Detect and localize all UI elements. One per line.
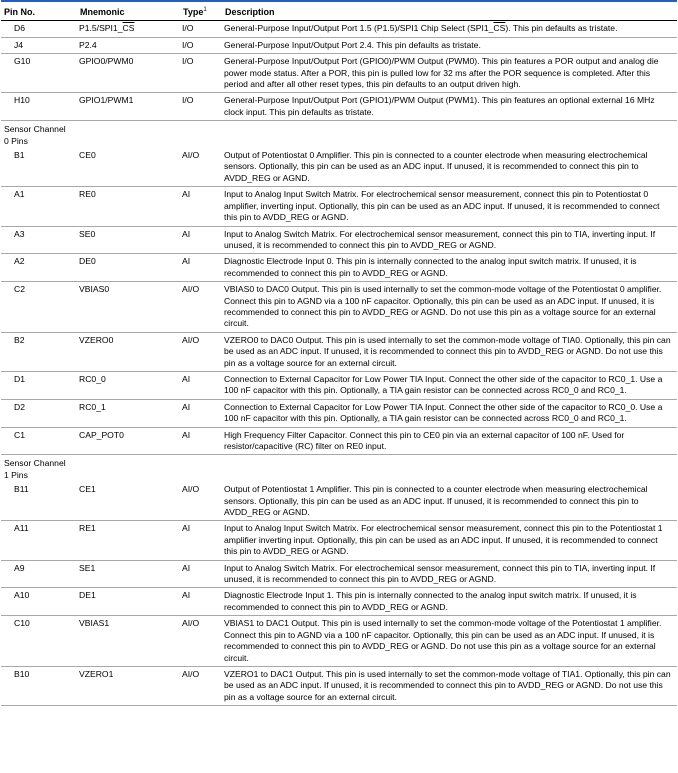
pin-number: D1 — [1, 371, 77, 399]
table-row — [1, 666, 677, 705]
table-row — [1, 588, 677, 616]
mnemonic: DE0 — [77, 254, 180, 282]
pin-type: AI — [180, 399, 222, 427]
description-suffix: ). This pin defaults as tristate. — [505, 23, 618, 34]
pin-function-table-page — [1, 0, 677, 706]
table-row — [1, 93, 677, 121]
mnemonic: CE0 — [77, 148, 180, 187]
pin-number: A2 — [1, 254, 77, 282]
pin-type: AI — [180, 187, 222, 226]
pin-number: C2 — [1, 282, 77, 333]
header-type — [180, 1, 222, 21]
mnemonic: VZERO1 — [77, 666, 180, 705]
pin-type: AI/O — [180, 282, 222, 333]
pin-type: I/O — [180, 93, 222, 121]
mnemonic: SE1 — [77, 560, 180, 588]
table-row — [1, 54, 677, 93]
table-row — [1, 254, 677, 282]
header-mnemonic: Mnemonic — [77, 1, 180, 21]
pin-description: Connection to External Capacitor for Low Power TIA Input. Connect the other side of the capacitor to RC0_1. Use a 100 nF capacitor with this pin. Optionally, a TIA gain resistor can be connected across RC0_0 and RC0_1. — [222, 371, 677, 399]
header-pin-no: Pin No. — [1, 1, 77, 21]
table-row — [1, 399, 677, 427]
table-row — [1, 282, 677, 333]
pin-number: A10 — [1, 588, 77, 616]
pin-number: B1 — [1, 148, 77, 187]
pin-type: AI — [180, 226, 222, 254]
pin-description: VBIAS1 to DAC1 Output. This pin is used internally to set the common-mode voltage of the Potentiostat 1 amplifier. Connect this pin to AGND via a 100 nF capacitor. Optionally, this pin can be used as an ADC input. If unused, it is recommended to connect this pin to AVDD_REG or AGND. Do not use this pin as a voltage source for an external circuit. — [222, 616, 677, 667]
pin-type: AI/O — [180, 148, 222, 187]
pin-number: C1 — [1, 427, 77, 455]
table-row — [1, 482, 677, 521]
section-title-text: Sensor Channel 0 Pins — [4, 124, 66, 146]
pin-description: Input to Analog Input Switch Matrix. For electrochemical sensor measurement, connect this pin to the Potentiostat 1 amplifier inverting input. Optionally, this pin can be used as an ADC input. If unused, it is recommended to connect this pin to AVDD_REG or AGND. — [222, 521, 677, 560]
mnemonic — [77, 21, 180, 37]
description-overline: $\overline{CS}$ — [493, 23, 506, 34]
pin-number: B10 — [1, 666, 77, 705]
mnemonic: CE1 — [77, 482, 180, 521]
pin-description: General-Purpose Input/Output Port (GPIO0)/PWM Output (PWM0). This pin features a POR output and analog die power mode status. After a POR, this pin is pulled low for 32 ms after the POR sequence is completed. After this period and after all other reset types, this pin defaults to an output driven high. — [222, 54, 677, 93]
table-row — [1, 332, 677, 371]
header-description: Description — [222, 1, 677, 21]
description-prefix: General-Purpose Input/Output Port 1.5 (P1.5)/SPI1 Chip Select (SPI1_ — [224, 23, 494, 34]
pin-description: Input to Analog Switch Matrix. For electrochemical sensor measurement, connect this pin to TIA, inverting input. If unused, it is recommended to connect this pin to AVDD_REG or AGND. — [222, 560, 677, 588]
pin-number: J4 — [1, 37, 77, 53]
mnemonic: CAP_POT0 — [77, 427, 180, 455]
table-row — [1, 371, 677, 399]
header-type-footnote: 1 — [203, 7, 207, 13]
table-row — [1, 148, 677, 187]
table-row — [1, 21, 677, 37]
pin-description: Diagnostic Electrode Input 0. This pin is internally connected to the analog input switch matrix. If unused, it is recommended to connect this pin to AVDD_REG or AGND. — [222, 254, 677, 282]
pin-description: Input to Analog Switch Matrix. For electrochemical sensor measurement, connect this pin to TIA, inverting input. If unused, it is recommended to connect this pin to AVDD_REG or AGND. — [222, 226, 677, 254]
pin-type: AI — [180, 521, 222, 560]
mnemonic: SE0 — [77, 226, 180, 254]
pin-type: I/O — [180, 37, 222, 53]
pin-type: AI — [180, 254, 222, 282]
pin-number: H10 — [1, 93, 77, 121]
pin-description: VBIAS0 to DAC0 Output. This pin is used internally to set the common-mode voltage of the Potentiostat 0 amplifier. Connect this pin to AGND via a 100 nF capacitor. Optionally, this pin can be used as an ADC input. If unused, it is recommended to connect this pin to AVDD_REG or AGND. Do not use this pin as a voltage source for an external circuit. — [222, 282, 677, 333]
mnemonic: VBIAS1 — [77, 616, 180, 667]
mnemonic: GPIO1/PWM1 — [77, 93, 180, 121]
pin-number: C10 — [1, 616, 77, 667]
table-header-row — [1, 1, 677, 21]
mnemonic: VZERO0 — [77, 332, 180, 371]
table-row — [1, 226, 677, 254]
table-row — [1, 427, 677, 455]
mnemonic: RE0 — [77, 187, 180, 226]
pin-number: G10 — [1, 54, 77, 93]
pin-type: I/O — [180, 21, 222, 37]
pin-type: AI — [180, 427, 222, 455]
mnemonic: RC0_1 — [77, 399, 180, 427]
pin-description: Diagnostic Electrode Input 1. This pin is internally connected to the analog input switch matrix. If unused, it is recommended to connect this pin to AVDD_REG or AGND. — [222, 588, 677, 616]
pin-number: B2 — [1, 332, 77, 371]
pin-description: High Frequency Filter Capacitor. Connect this pin to CE0 pin via an external capacitor of 100 nF. Used for resistor/capacitive (RC) filter on RE0 input. — [222, 427, 677, 455]
pin-number: A1 — [1, 187, 77, 226]
pin-type: AI/O — [180, 482, 222, 521]
mnemonic: DE1 — [77, 588, 180, 616]
header-type-label: Type — [183, 7, 204, 17]
mnemonic: GPIO0/PWM0 — [77, 54, 180, 93]
pin-type: AI/O — [180, 616, 222, 667]
mnemonic: P2.4 — [77, 37, 180, 53]
pin-number: A3 — [1, 226, 77, 254]
mnemonic: RC0_0 — [77, 371, 180, 399]
pin-type: I/O — [180, 54, 222, 93]
pin-number: A9 — [1, 560, 77, 588]
pin-number: B11 — [1, 482, 77, 521]
mnemonic: VBIAS0 — [77, 282, 180, 333]
pin-type: AI — [180, 371, 222, 399]
pin-description: VZERO1 to DAC1 Output. This pin is used internally to set the common-mode voltage of TIA1. Optionally, this pin can be used as an ADC input. If unused, it is recommended to connect this pin to AVDD_REG or AGND. Do not use this pin as a voltage source for an external circuit. — [222, 666, 677, 705]
pin-number: A11 — [1, 521, 77, 560]
pin-number: D2 — [1, 399, 77, 427]
pin-description: Connection to External Capacitor for Low Power TIA Input. Connect the other side of the capacitor to RC0_0. Use a 100 nF capacitor with this pin. Optionally, a TIA gain resistor can be connected across RC0_0 and RC0_1. — [222, 399, 677, 427]
mnemonic-overline: $\overline{CS}$ — [122, 23, 135, 34]
pin-description: Output of Potentiostat 1 Amplifier. This pin is connected to a counter electrode when measuring electrochemical sensors. Optionally, this pin can be used as an ADC input. If unused, it is recommended to connect this pin to AVDD_REG or AGND. — [222, 482, 677, 521]
pin-description: General-Purpose Input/Output Port 2.4. This pin defaults as tristate. — [222, 37, 677, 53]
pin-description: Input to Analog Input Switch Matrix. For electrochemical sensor measurement, connect this pin to Potentiostat 0 amplifier, inverting input. Optionally, this pin can be used as an ADC input. If unused, it is recommended to connect this pin to AVDD_REG or AGND. — [222, 187, 677, 226]
section-header-row — [1, 121, 677, 148]
pin-type: AI — [180, 560, 222, 588]
mnemonic-prefix: P1.5/SPI1_ — [79, 23, 123, 34]
table-row — [1, 521, 677, 560]
pin-description — [222, 21, 677, 37]
pin-description: VZERO0 to DAC0 Output. This pin is used internally to set the common-mode voltage of TIA0. Optionally, this pin can be used as an ADC input. If unused, it is recommended to connect this pin to AVDD_REG or AGND. Do not use this pin as a voltage source for an external circuit. — [222, 332, 677, 371]
section-title-text: Sensor Channel 1 Pins — [4, 458, 66, 480]
pin-description: General-Purpose Input/Output Port (GPIO1)/PWM Output (PWM1). This pin features an optional external 16 MHz clock input. This pin defaults as tristate. — [222, 93, 677, 121]
section-header-row — [1, 455, 677, 482]
mnemonic: RE1 — [77, 521, 180, 560]
pin-type: AI/O — [180, 666, 222, 705]
section-title-channel-1 — [1, 455, 677, 482]
table-row — [1, 187, 677, 226]
table-row — [1, 560, 677, 588]
pin-function-table — [1, 0, 677, 706]
section-title-channel-0 — [1, 121, 677, 148]
table-row — [1, 37, 677, 53]
pin-type: AI — [180, 588, 222, 616]
pin-description: Output of Potentiostat 0 Amplifier. This pin is connected to a counter electrode when measuring electrochemical sensors. Optionally, this pin can be used as an ADC input. If unused, it is recommended to connect this pin to AVDD_REG or AGND. — [222, 148, 677, 187]
pin-number: D6 — [1, 21, 77, 37]
pin-type: AI/O — [180, 332, 222, 371]
table-row — [1, 616, 677, 667]
